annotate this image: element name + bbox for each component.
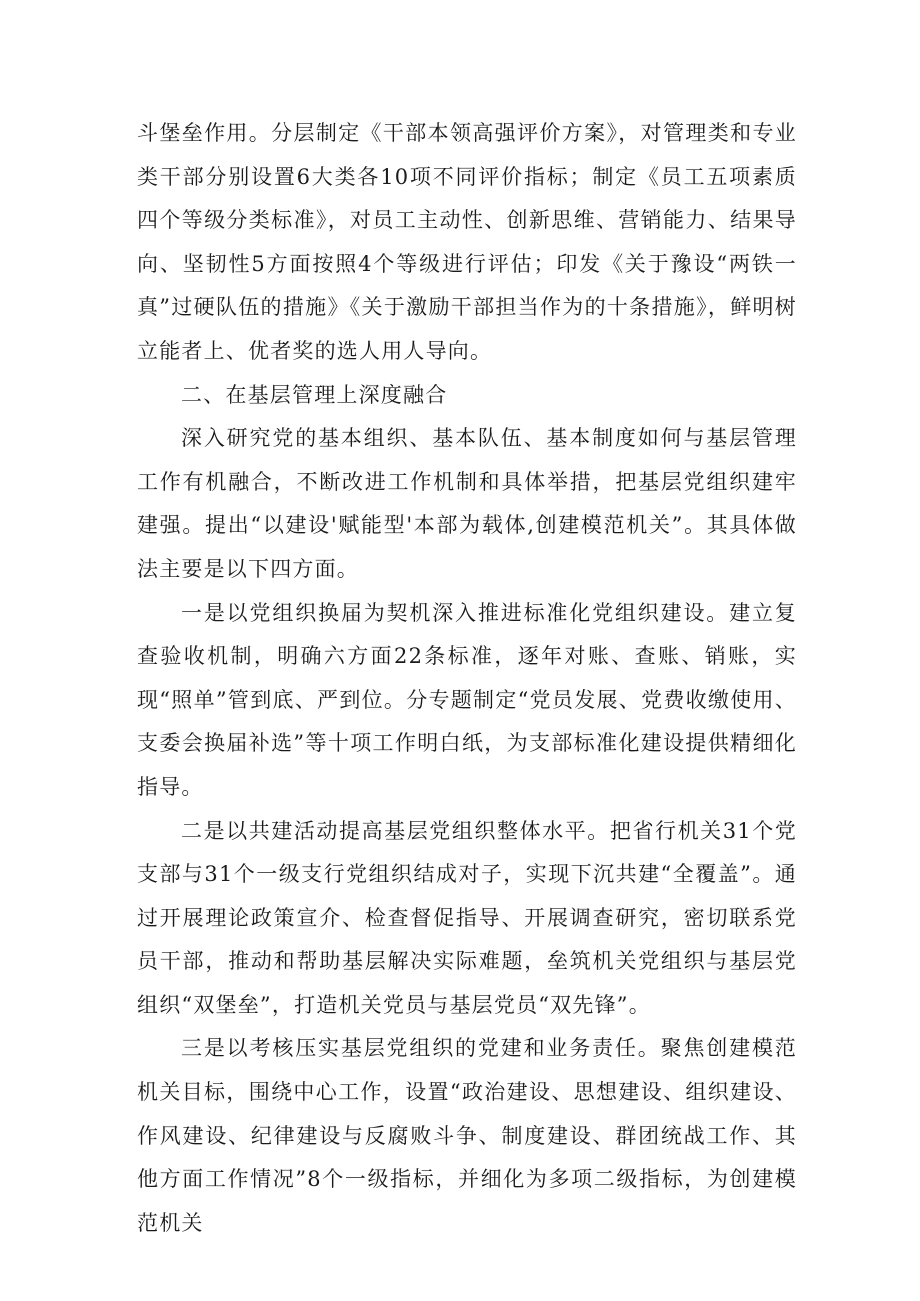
section-heading: 二、在基层管理上深度融合 xyxy=(181,382,448,407)
paragraph-continuation: 斗堡垒作用。分层制定《干部本领高强评价方案》，对管理类和专业类干部分别设置6大类各10项不同评价指标；制定《员工五项素质四个等级分类标准》，对员工主动性、创新思维、营销能力、结果导向、坚韧性5方面按照4个等级进行评估；印发《关于豫设“两铁一真”过硬队伍的措施》《关于激励干部担当作为的十条措施》，鲜明树立能者上、优者奖的选人用人导向。 xyxy=(137,121,797,363)
document-body xyxy=(137,112,797,1245)
paragraph-point-3: 三是以考核压实基层党组织的党建和业务责任。聚焦创建模范机关目标，围绕中心工作，设置“政治建设、思想建设、组织建设、作风建设、纪律建设与反腐败斗争、制度建设、群团统战工作、其他方面工作情况”8个一级指标，并细化为多项二级指标，为创建模范机关 xyxy=(137,1036,797,1235)
paragraph-point-2: 二是以共建活动提高基层党组织整体水平。把省行机关31个党支部与31个一级支行党组织结成对子，实现下沉共建“全覆盖”。通过开展理论政策宣介、检查督促指导、开展调查研究，密切联系党员干部，推动和帮助基层解决实际难题，垒筑机关党组织与基层党组织“双堡垒”，打造机关党员与基层党员“双先锋”。 xyxy=(137,818,797,1017)
paragraph-intro: 深入研究党的基本组织、基本队伍、基本制度如何与基层管理工作有机融合，不断改进工作机制和具体举措，把基层党组织建牢建强。提出“以建设'赋能型'本部为载体,创建模范机关”。其具体做法主要是以下四方面。 xyxy=(137,426,797,581)
paragraph-point-1: 一是以党组织换届为契机深入推进标准化党组织建设。建立复查验收机制，明确六方面22条标准，逐年对账、查账、销账，实现“照单”管到底、严到位。分专题制定“党员发展、党费收缴使用、支委会换届补选”等十项工作明白纸，为支部标准化建设提供精细化指导。 xyxy=(137,600,797,799)
